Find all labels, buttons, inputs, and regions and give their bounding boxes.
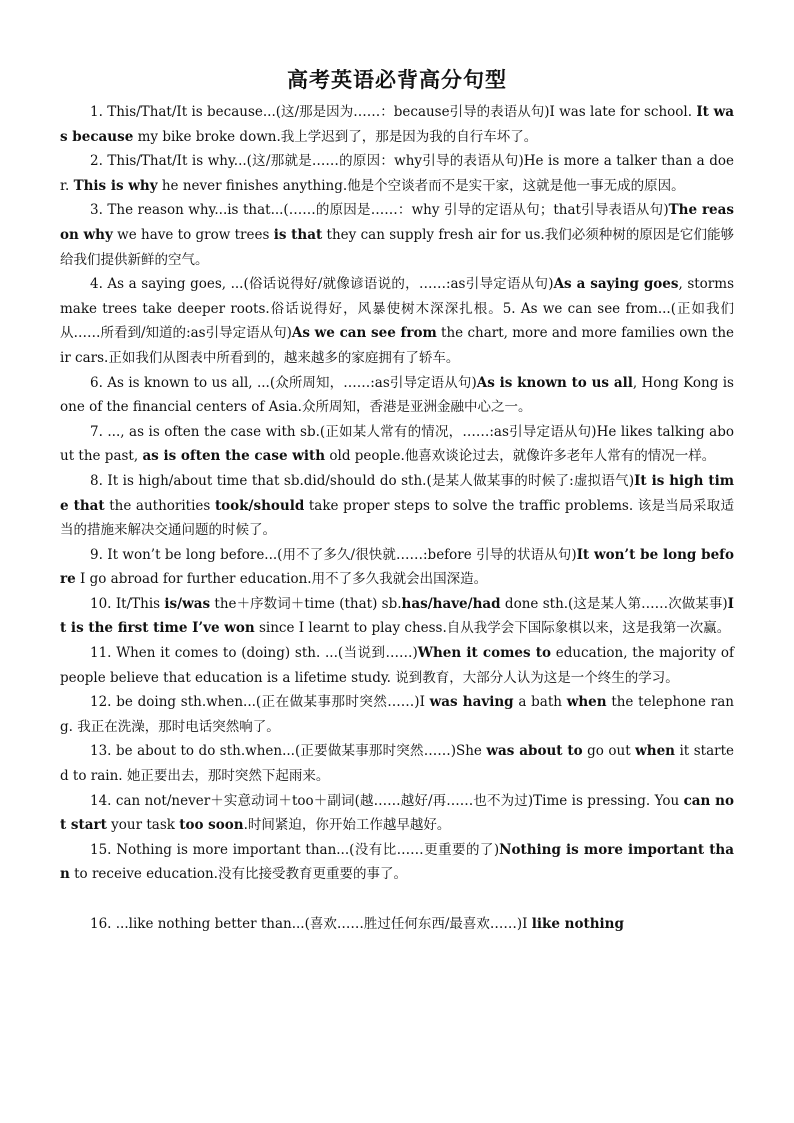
bold-example-phrase: like nothing bbox=[531, 915, 624, 932]
sentence-pattern-item bbox=[60, 198, 734, 272]
bold-example-phrase: was about to bbox=[486, 743, 583, 760]
bold-example-phrase: This is why bbox=[73, 177, 158, 194]
text-run: 13. be about to do sth.when...(正要做某事那时突然……)She bbox=[90, 743, 487, 760]
sentence-pattern-item bbox=[60, 371, 734, 420]
sentence-pattern-item bbox=[60, 149, 734, 198]
text-run: old people.他喜欢谈论过去，就像许多老年人常有的情况一样。 bbox=[325, 448, 716, 465]
bold-example-phrase: As is known to us all bbox=[476, 374, 633, 391]
text-run: education, the majority of people believe that education is a lifetime study. 说到教育，大部分人认为这是一个终生的学习。 bbox=[60, 645, 734, 686]
text-run: , Hong Kong is one of the financial centers of Asia.众所周知，香港是亚洲金融中心之一。 bbox=[60, 374, 734, 416]
bold-example-phrase: When it comes to bbox=[417, 645, 551, 662]
bold-example-phrase: was having bbox=[429, 694, 514, 711]
text-run: 3. The reason why...is that...(……的原因是……：why 引导的定语从句；that引导表语从句) bbox=[90, 202, 669, 219]
text-run: 10. It/This bbox=[90, 595, 165, 612]
bold-example-phrase: As we can see from bbox=[291, 325, 437, 342]
bold-example-phrase: when bbox=[566, 694, 607, 711]
text-run: take proper steps to solve the traffic problems. 该是当局采取适当的措施来解决交通问题的时候了。 bbox=[60, 497, 734, 539]
text-run: the authorities bbox=[104, 497, 215, 514]
text-run: 7. ..., as is often the case with sb.(正如某人常有的情况，……:as引导定语从句)He likes talking about the past, bbox=[60, 423, 734, 465]
bold-example-phrase: Nothing is more important than bbox=[60, 841, 734, 883]
text-run: 16. ...like nothing better than...(喜欢……胜过任何东西/最喜欢……)I bbox=[90, 915, 532, 932]
bold-example-phrase: too soon bbox=[179, 817, 244, 834]
text-run: since I learnt to play chess.自从我学会下国际象棋以来，这是我第一次赢。 bbox=[254, 620, 731, 637]
text-run: it started to rain. 她正要出去，那时突然下起雨来。 bbox=[60, 743, 734, 785]
bold-example-phrase: It won’t be long before bbox=[60, 546, 734, 588]
bold-example-phrase: can not start bbox=[60, 792, 734, 834]
sentence-pattern-item bbox=[60, 739, 734, 788]
document-page bbox=[60, 64, 734, 936]
text-run: 1. This/That/It is because...(这/那是因为……：because引导的表语从句)I was late for school. bbox=[90, 104, 697, 120]
text-run: I go abroad for further education.用不了多久我就会出国深造。 bbox=[75, 571, 488, 588]
text-run: your task bbox=[106, 817, 180, 834]
sentence-pattern-item bbox=[60, 420, 734, 469]
blank-line bbox=[60, 887, 734, 912]
text-run: .时间紧迫，你开始工作越早越好。 bbox=[243, 817, 451, 834]
sentence-pattern-item bbox=[60, 469, 734, 543]
bold-example-phrase: As a saying goes bbox=[553, 276, 679, 293]
text-run: 9. It won’t be long before...(用不了多久/很快就……:before 引导的状语从句) bbox=[90, 546, 577, 563]
text-run: 2. This/That/It is why...(这/那就是……的原因：why引导的表语从句)He is more a talker than a doer. bbox=[60, 153, 734, 194]
bold-example-phrase: The reason why bbox=[60, 202, 734, 243]
page-title: 高考英语必背高分句型 bbox=[287, 67, 507, 92]
text-run: 14. can not/never＋实意动词＋too＋副词(越……越好/再……也不为过)Time is pressing. You bbox=[90, 792, 684, 809]
bold-example-phrase: is that bbox=[273, 226, 323, 243]
text-run: my bike broke down.我上学迟到了，那是因为我的自行车坏了。 bbox=[133, 128, 538, 145]
sentence-pattern-item bbox=[60, 690, 734, 739]
bold-example-phrase: It was because bbox=[60, 104, 734, 145]
text-run: 12. be doing sth.when...(正在做某事那时突然……)I bbox=[90, 694, 430, 711]
text-run: 8. It is high/about time that sb.did/should do sth.(是某人做某事的时候了:虚拟语气) bbox=[90, 472, 635, 489]
text-run: go out bbox=[582, 743, 636, 760]
text-run: 15. Nothing is more important than...(没有比……更重要的了) bbox=[90, 841, 500, 858]
text-run: 6. As is known to us all, ...(众所周知，……:as引导定语从句) bbox=[90, 374, 477, 391]
sentence-pattern-item bbox=[60, 543, 734, 592]
sentence-pattern-item bbox=[60, 912, 734, 937]
bold-example-phrase: It is the first time I’ve won bbox=[60, 595, 734, 637]
text-run: he never finishes anything.他是个空谈者而不是实干家，这就是他一事无成的原因。 bbox=[157, 177, 685, 194]
sentence-pattern-item bbox=[60, 272, 734, 370]
text-run: the chart, more and more families own their cars.正如我们从图表中所看到的，越来越多的家庭拥有了轿车。 bbox=[60, 325, 735, 366]
text-run: we have to grow trees bbox=[112, 226, 274, 243]
sentence-pattern-item bbox=[60, 838, 734, 887]
sentence-pattern-item bbox=[60, 641, 734, 690]
text-run: the telephone rang. 我正在洗澡，那时电话突然响了。 bbox=[60, 694, 734, 735]
text-run: , storms make trees take deeper roots.俗话说得好，风暴使树木深深扎根。5. As we can see from...(正如我们从……所看到/知道的:as引导定语从句) bbox=[60, 276, 734, 342]
sentence-pattern-item bbox=[60, 100, 734, 149]
text-run: done sth.(这是某人第……次做某事) bbox=[500, 595, 728, 612]
text-run: 4. As a saying goes, ...(俗话说得好/就像谚语说的，……:as引导定语从句) bbox=[90, 276, 554, 293]
sentence-pattern-list bbox=[60, 100, 734, 936]
text-run: 11. When it comes to (doing) sth. ...(当说到……) bbox=[90, 645, 418, 662]
text-run: the＋序数词＋time (that) sb. bbox=[210, 595, 402, 612]
bold-example-phrase: took/should bbox=[214, 497, 305, 514]
bold-example-phrase: It is high time that bbox=[60, 472, 735, 514]
bold-example-phrase: is/was bbox=[164, 595, 211, 612]
text-run: to receive education.没有比接受教育更重要的事了。 bbox=[69, 866, 407, 883]
bold-example-phrase: as is often the case with bbox=[142, 448, 326, 465]
text-run: a bath bbox=[513, 694, 567, 711]
text-run: they can supply fresh air for us.我们必须种树的原因是它们能够给我们提供新鲜的空气。 bbox=[60, 226, 734, 268]
bold-example-phrase: has/have/had bbox=[401, 595, 501, 612]
bold-example-phrase: when bbox=[635, 743, 675, 760]
sentence-pattern-item bbox=[60, 789, 734, 838]
sentence-pattern-item bbox=[60, 592, 734, 641]
